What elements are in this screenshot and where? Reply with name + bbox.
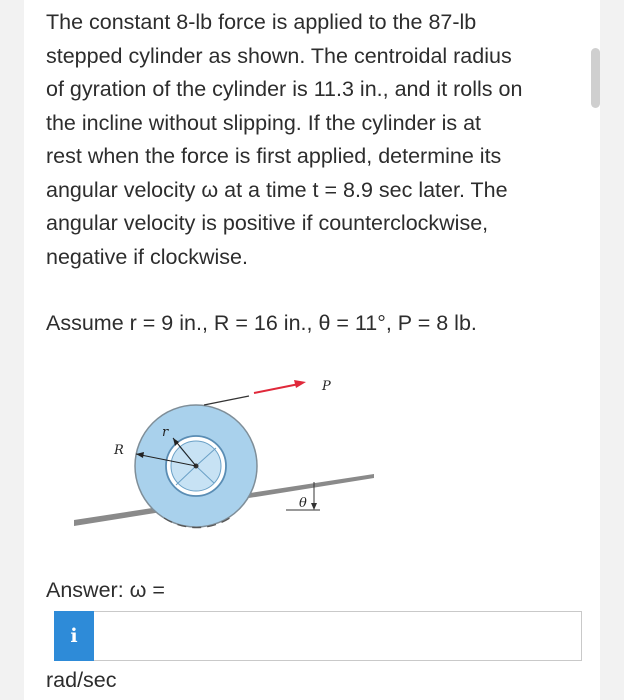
force-arrowhead [294,380,306,388]
angle-arrowhead [311,503,317,510]
label-P: P [322,379,331,394]
info-button[interactable]: i [54,611,94,661]
force-arrow [254,384,299,393]
problem-line: of gyration of the cylinder is 11.3 in., and it rolls on [46,77,523,101]
answer-row [54,611,584,661]
problem-line: negative if clockwise. [46,244,248,269]
problem-statement [46,6,586,274]
answer-input[interactable] [94,611,582,661]
scrollbar-thumb[interactable] [591,48,600,108]
problem-line: The constant 8-lb force is applied to the 87-lb [46,10,477,34]
problem-line: rest when the force is first applied, determine its [46,144,502,168]
problem-line: the incline without slipping. If the cylinder is at [46,110,482,135]
stepped-cylinder-figure [74,368,374,538]
force-line [204,396,249,405]
problem-line: angular velocity is positive if counterclockwise, [46,211,489,235]
units-label: rad/sec [46,668,117,692]
assumptions-text: Assume r = 9 in., R = 16 in., θ = 11°, P = 8 lb. [46,311,477,335]
label-R: R [114,443,124,458]
answer-label: Answer: ω = [46,578,165,602]
problem-line: stepped cylinder as shown. The centroidal radius [46,43,512,68]
label-theta: θ [299,496,307,511]
problem-line: angular velocity ω at a time t = 8.9 sec later. The [46,177,508,202]
question-card [24,0,600,700]
label-r: r [162,425,169,440]
